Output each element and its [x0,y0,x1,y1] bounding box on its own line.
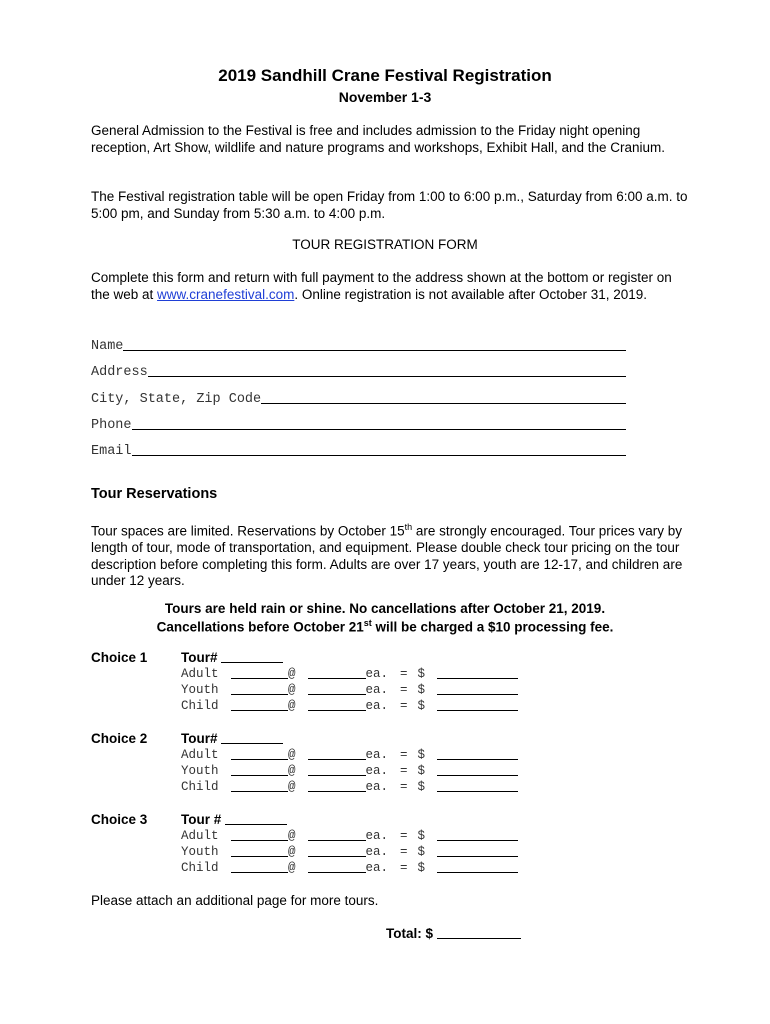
attach-note: Please attach an additional page for more tours. [91,893,379,908]
choice-2-tour-number[interactable] [181,731,283,746]
address-field[interactable] [91,362,626,380]
phone-field-line[interactable] [132,429,626,430]
at-symbol: @ [288,861,296,875]
price-line[interactable] [308,872,366,873]
address-field-line[interactable] [148,376,626,377]
row-label: Adult [181,829,219,843]
phone-field-label: Phone [91,418,132,433]
row-label: Youth [181,845,219,859]
choice-1-youth-row[interactable] [181,681,518,697]
dollar-sign: $ [417,861,426,875]
choice-3-label: Choice 3 [91,812,148,827]
qty-line[interactable] [231,840,288,841]
dollar-sign: $ [417,683,426,697]
equals-sign: = [400,780,408,794]
equals-sign: = [400,683,408,697]
choice-2-child-row[interactable] [181,778,518,794]
festival-website-link[interactable]: www.cranefestival.com [157,286,295,302]
each-label: ea. [365,780,389,794]
qty-line[interactable] [231,856,288,857]
tour-reservations-heading: Tour Reservations [91,486,218,502]
name-field[interactable] [91,336,626,354]
subtotal-line[interactable] [437,856,518,857]
email-field-line[interactable] [132,455,626,456]
choice-3-tour-number-line[interactable] [225,824,287,825]
dollar-sign: $ [417,845,426,859]
choice-3-youth-row[interactable] [181,843,518,859]
name-field-line[interactable] [123,350,626,351]
at-symbol: @ [288,699,296,713]
each-label: ea. [365,748,389,762]
row-label: Adult [181,667,219,681]
intro-paragraph-admission: General Admission to the Festival is free and includes admission to the Friday night opening reception, Art Show, wildlife and nature programs and workshops, Exhibit Hall, and the Cranium. [91,123,666,155]
form-heading: TOUR REGISTRATION FORM [292,237,478,252]
city-state-zip-field-line[interactable] [261,403,626,404]
cancellation-text-1: Cancellations before October 21 [156,619,364,635]
subtotal-line[interactable] [437,710,518,711]
subtotal-line[interactable] [437,872,518,873]
dollar-sign: $ [417,764,426,778]
at-symbol: @ [288,829,296,843]
choice-3-child-row[interactable] [181,859,518,875]
reservations-text-2: are strongly encouraged. Tour prices vary by length of tour, mode of transportation, and equipment. Please double check tour pricing on the tour description before completing this form. Adults are over 17 years, youth are 12-17, and children are under 12 years. [91,523,683,588]
at-symbol: @ [288,764,296,778]
each-label: ea. [365,699,389,713]
qty-line[interactable] [231,791,288,792]
tour-reservations-paragraph [91,519,691,590]
email-field[interactable] [91,441,626,459]
each-label: ea. [365,845,389,859]
row-label: Adult [181,748,219,762]
at-symbol: @ [288,667,296,681]
phone-field[interactable] [91,415,626,433]
instructions-text-before: Complete this form and return with full payment to the address shown at the bottom or register on the web at [91,270,672,302]
total-line[interactable] [437,938,521,939]
choice-2-label: Choice 2 [91,731,148,746]
each-label: ea. [365,683,389,697]
price-line[interactable] [308,791,366,792]
dollar-sign: $ [417,748,426,762]
qty-line[interactable] [231,759,288,760]
each-label: ea. [365,667,389,681]
row-label: Child [181,861,219,875]
subtotal-line[interactable] [437,775,518,776]
at-symbol: @ [288,683,296,697]
dollar-sign: $ [417,699,426,713]
equals-sign: = [400,861,408,875]
choice-1-label: Choice 1 [91,650,148,665]
choice-2-adult-row[interactable] [181,746,518,762]
choice-3-adult-row[interactable] [181,827,518,843]
subtotal-line[interactable] [437,759,518,760]
cancellation-sup: st [363,618,372,628]
city-state-zip-field[interactable] [91,389,626,407]
form-title: 2019 Sandhill Crane Festival Registration [218,66,552,85]
qty-line[interactable] [231,775,288,776]
qty-line[interactable] [231,694,288,695]
choice-3-tour-label: Tour # [181,812,222,827]
subtotal-line[interactable] [437,694,518,695]
subtotal-line[interactable] [437,791,518,792]
qty-line[interactable] [231,872,288,873]
email-field-label: Email [91,444,132,459]
instructions-paragraph [91,270,691,303]
cancellation-notice [0,618,770,635]
price-line[interactable] [308,840,366,841]
choice-1-adult-row[interactable] [181,665,518,681]
address-field-label: Address [91,365,148,380]
qty-line[interactable] [231,710,288,711]
price-line[interactable] [308,856,366,857]
equals-sign: = [400,764,408,778]
instructions-text-after: . Online registration is not available after October 31, 2019. [294,286,648,302]
cancellation-text-2: will be charged a $10 processing fee. [371,619,614,635]
price-line[interactable] [308,759,366,760]
equals-sign: = [400,845,408,859]
reservations-text-1: Tour spaces are limited. Reservations by October 15 [91,523,405,539]
total-field[interactable] [386,926,521,941]
each-label: ea. [365,829,389,843]
intro-paragraph-hours: The Festival registration table will be open Friday from 1:00 to 6:00 p.m., Saturday from 6:00 a.m. to 5:00 pm, and Sunday from 5:30 a.m. to 4:00 p.m. [91,189,688,221]
price-line[interactable] [308,710,366,711]
row-label: Youth [181,764,219,778]
choice-2-tour-label: Tour# [181,731,218,746]
qty-line[interactable] [231,678,288,679]
dollar-sign: $ [417,780,426,794]
row-label: Child [181,699,219,713]
each-label: ea. [365,861,389,875]
reservations-sup: th [404,522,413,532]
choice-2-tour-number-line[interactable] [221,743,283,744]
row-label: Child [181,780,219,794]
city-state-zip-field-label: City, State, Zip Code [91,392,262,407]
each-label: ea. [365,764,389,778]
at-symbol: @ [288,780,296,794]
price-line[interactable] [308,775,366,776]
dollar-sign: $ [417,829,426,843]
equals-sign: = [400,748,408,762]
choice-2-youth-row[interactable] [181,762,518,778]
choice-1-tour-label: Tour# [181,650,218,665]
festival-dates: November 1-3 [338,89,432,105]
subtotal-line[interactable] [437,840,518,841]
subtotal-line[interactable] [437,678,518,679]
equals-sign: = [400,667,408,681]
equals-sign: = [400,699,408,713]
name-field-label: Name [91,339,124,354]
dollar-sign: $ [417,667,426,681]
total-label: Total: $ [386,926,433,941]
rain-notice: Tours are held rain or shine. No cancellations after October 21, 2019. [164,601,606,616]
price-line[interactable] [308,694,366,695]
choice-1-tour-number[interactable] [181,650,283,665]
row-label: Youth [181,683,219,697]
at-symbol: @ [288,845,296,859]
choice-1-tour-number-line[interactable] [221,662,283,663]
choice-3-tour-number[interactable] [181,812,287,827]
equals-sign: = [400,829,408,843]
choice-1-child-row[interactable] [181,697,518,713]
price-line[interactable] [308,678,366,679]
at-symbol: @ [288,748,296,762]
